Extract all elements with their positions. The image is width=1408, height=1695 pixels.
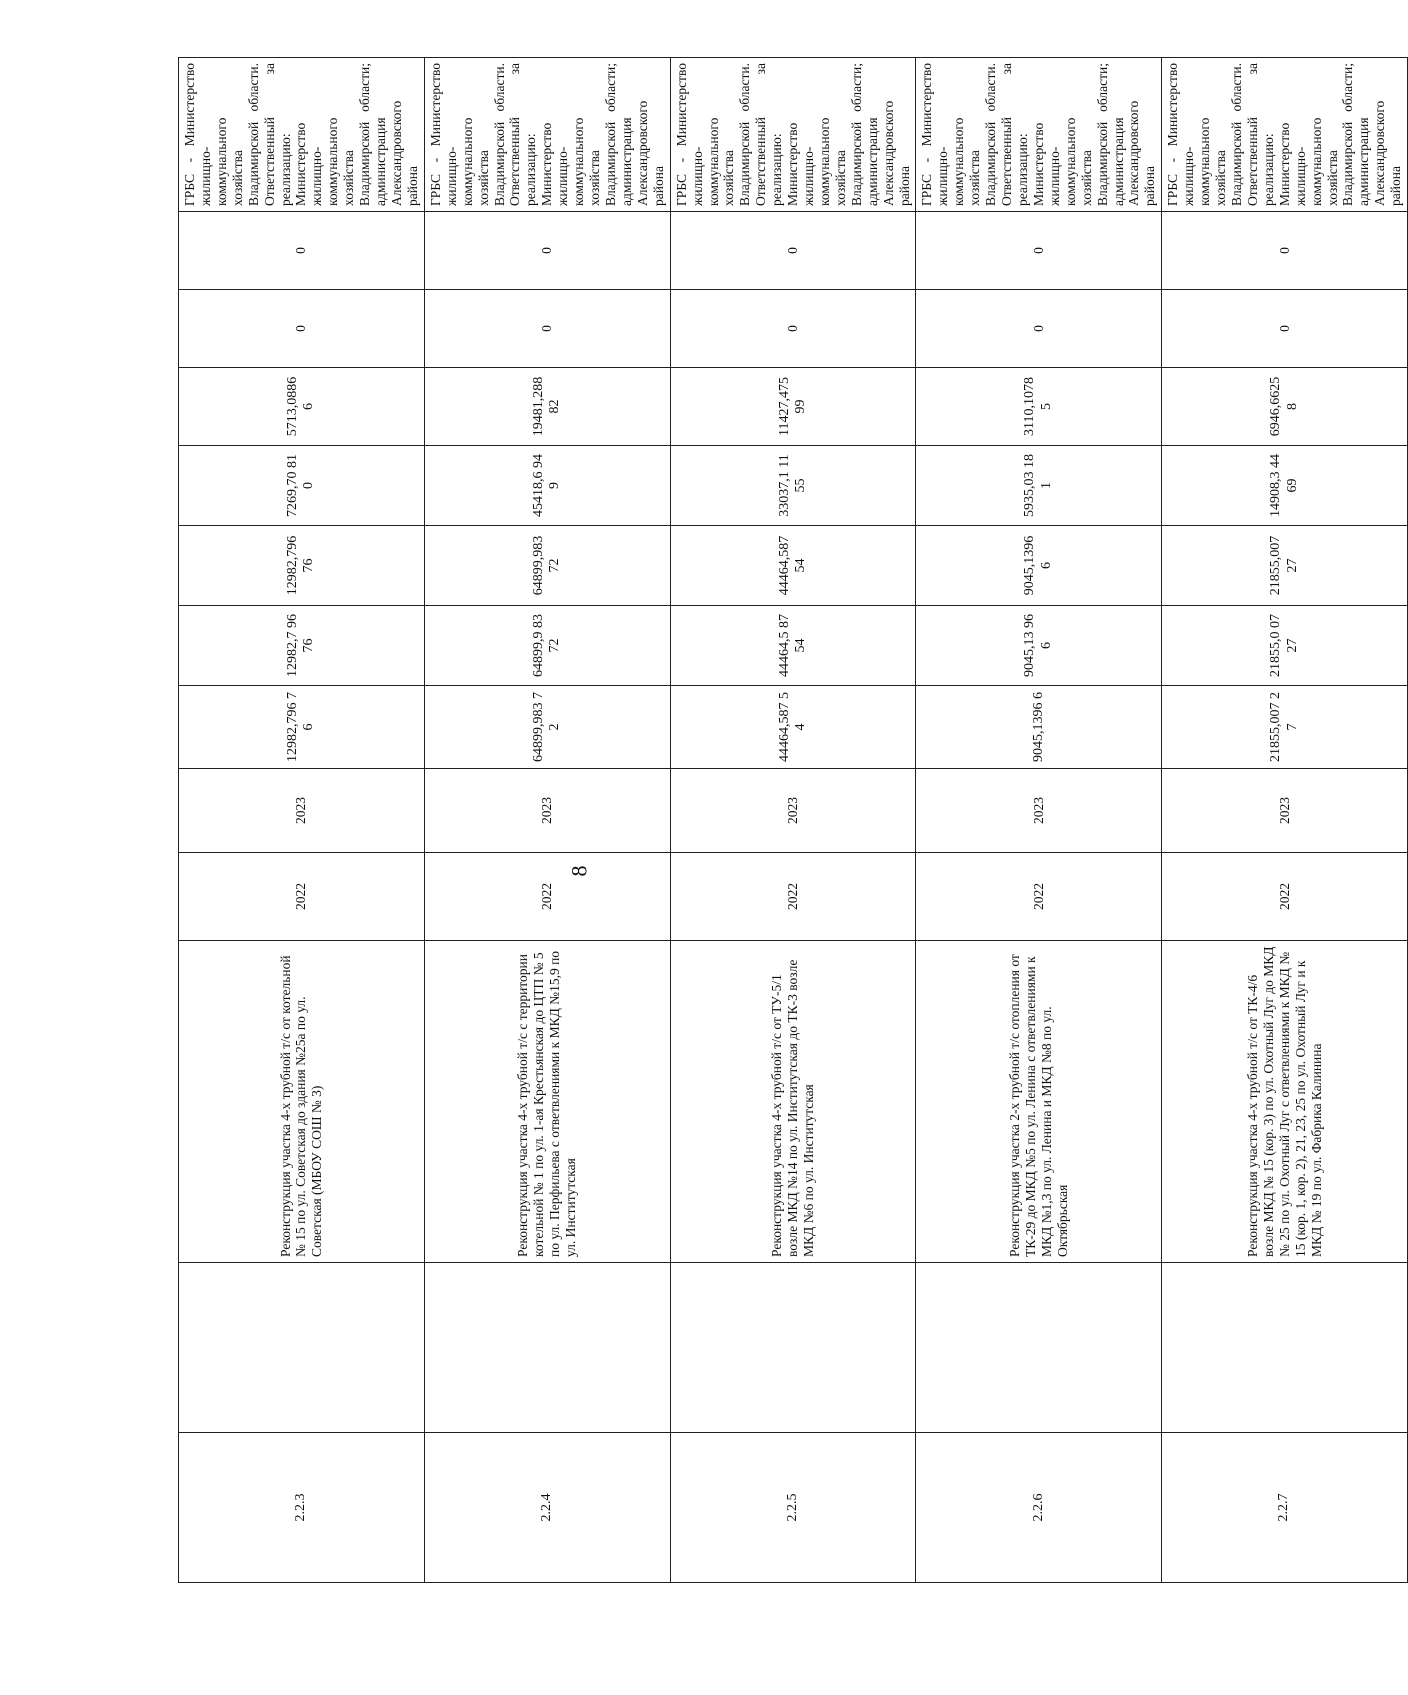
table-row — [179, 58, 425, 1583]
value-cell: 44464,5 8754 — [670, 606, 916, 686]
value-cell: 0 — [916, 212, 1162, 290]
value-cell: 21855,0 0727 — [1162, 606, 1408, 686]
value-cell: 64899,983 72 — [424, 526, 670, 606]
value-cell: 9045,13 966 — [916, 606, 1162, 686]
value-cell: 33037,1 1155 — [670, 446, 916, 526]
value-cell: 5713,0886 6 — [179, 368, 425, 446]
project-description: Реконструкция участка 4-х трубной т/с с территории котельной № 1 по ул. 1-ая Крестьянская до ЦТП № 5 по ул. Перфильева с ответвлениями к МКД №15,9 по ул. Институтская — [424, 941, 670, 1263]
empty-cell — [916, 1263, 1162, 1433]
value-cell: 14908,3 4469 — [1162, 446, 1408, 526]
value-cell: 64899,983 72 — [424, 686, 670, 769]
responsible-cell: ГРБС - Министерство жилищно-коммунального хозяйства Владимирской области. Ответственный за реализацию: Министерство жилищно-коммунального хозяйства Владимирской области; администрация Александровского района — [916, 58, 1162, 212]
value-cell: 7269,70 810 — [179, 446, 425, 526]
row-number: 2.2.5 — [670, 1433, 916, 1583]
value-cell: 21855,007 27 — [1162, 686, 1408, 769]
value-cell: 0 — [670, 212, 916, 290]
page-number: 8 — [566, 865, 592, 877]
value-cell: 0 — [916, 290, 1162, 368]
value-cell: 21855,007 27 — [1162, 526, 1408, 606]
value-cell: 0 — [179, 212, 425, 290]
project-description: Реконструкция участка 4-х трубной т/с от ТУ-5/1 возле МКД №14 по ул. Институтская до ТК-3 возле МКД №6 по ул. Институтская — [670, 941, 916, 1263]
value-cell: 6946,6625 8 — [1162, 368, 1408, 446]
value-cell: 12982,796 76 — [179, 526, 425, 606]
value-cell: 12982,796 76 — [179, 686, 425, 769]
start-year: 2022 — [424, 853, 670, 941]
value-cell: 0 — [179, 290, 425, 368]
value-cell: 5935,03 181 — [916, 446, 1162, 526]
table-row — [670, 58, 916, 1583]
end-year: 2023 — [1162, 769, 1408, 853]
value-cell: 44464,587 54 — [670, 686, 916, 769]
start-year: 2022 — [916, 853, 1162, 941]
project-description: Реконструкция участка 4-х трубной т/с от ТК-4/6 возле МКД № 15 (кор. 3) по ул. Охотный Луг до МКД № 25 по ул. Охотный Луг с ответвлениями к МКД № 15 (кор. 1, кор. 2), 21, 23, 25 по ул. Охотный Луг и к МКД № 19 по ул. Фабрика Калинина — [1162, 941, 1408, 1263]
value-cell: 0 — [1162, 290, 1408, 368]
table-row — [1162, 58, 1408, 1583]
empty-cell — [670, 1263, 916, 1433]
program-table — [178, 57, 1408, 1583]
end-year: 2023 — [424, 769, 670, 853]
row-number: 2.2.3 — [179, 1433, 425, 1583]
value-cell: 3110,1078 5 — [916, 368, 1162, 446]
value-cell: 64899,9 8372 — [424, 606, 670, 686]
value-cell: 0 — [424, 212, 670, 290]
value-cell: 9045,1396 6 — [916, 686, 1162, 769]
end-year: 2023 — [916, 769, 1162, 853]
row-number: 2.2.6 — [916, 1433, 1162, 1583]
start-year: 2022 — [1162, 853, 1408, 941]
table-row — [424, 58, 670, 1583]
empty-cell — [424, 1263, 670, 1433]
table-row — [916, 58, 1162, 1583]
start-year: 2022 — [670, 853, 916, 941]
start-year: 2022 — [179, 853, 425, 941]
responsible-cell: ГРБС - Министерство жилищно-коммунального хозяйства Владимирской области. Ответственный за реализацию: Министерство жилищно-коммунального хозяйства Владимирской области; администрация Александровского района — [1162, 58, 1408, 212]
project-description: Реконструкция участка 4-х трубной т/с от котельной № 15 по ул. Советская до здания №25а по ул. Советская (МБОУ СОШ № 3) — [179, 941, 425, 1263]
end-year: 2023 — [670, 769, 916, 853]
end-year: 2023 — [179, 769, 425, 853]
value-cell: 12982,7 9676 — [179, 606, 425, 686]
value-cell: 19481,288 82 — [424, 368, 670, 446]
project-description: Реконструкция участка 2-х трубной т/с отопления от ТК-29 до МКД №5 по ул. Ленина с ответвлениями к МКД №1,3 по ул. Ленина и МКД №8 по ул. Октябрьская — [916, 941, 1162, 1263]
table-frame — [178, 58, 1404, 1583]
responsible-cell: ГРБС - Министерство жилищно-коммунального хозяйства Владимирской области. Ответственный за реализацию: Министерство жилищно-коммунального хозяйства Владимирской области; администрация Александровского района — [424, 58, 670, 212]
value-cell: 0 — [670, 290, 916, 368]
row-number: 2.2.4 — [424, 1433, 670, 1583]
value-cell: 44464,587 54 — [670, 526, 916, 606]
responsible-cell: ГРБС - Министерство жилищно-коммунального хозяйства Владимирской области. Ответственный за реализацию: Министерство жилищно-коммунального хозяйства Владимирской области; администрация Александровского района — [670, 58, 916, 212]
row-number: 2.2.7 — [1162, 1433, 1408, 1583]
value-cell: 11427,475 99 — [670, 368, 916, 446]
value-cell: 0 — [424, 290, 670, 368]
value-cell: 0 — [1162, 212, 1408, 290]
empty-cell — [179, 1263, 425, 1433]
value-cell: 9045,1396 6 — [916, 526, 1162, 606]
empty-cell — [1162, 1263, 1408, 1433]
table-body — [179, 58, 1408, 1583]
responsible-cell: ГРБС - Министерство жилищно-коммунального хозяйства Владимирской области. Ответственный за реализацию: Министерство жилищно-коммунального хозяйства Владимирской области; администрация Александровского района — [179, 58, 425, 212]
value-cell: 45418,6 949 — [424, 446, 670, 526]
